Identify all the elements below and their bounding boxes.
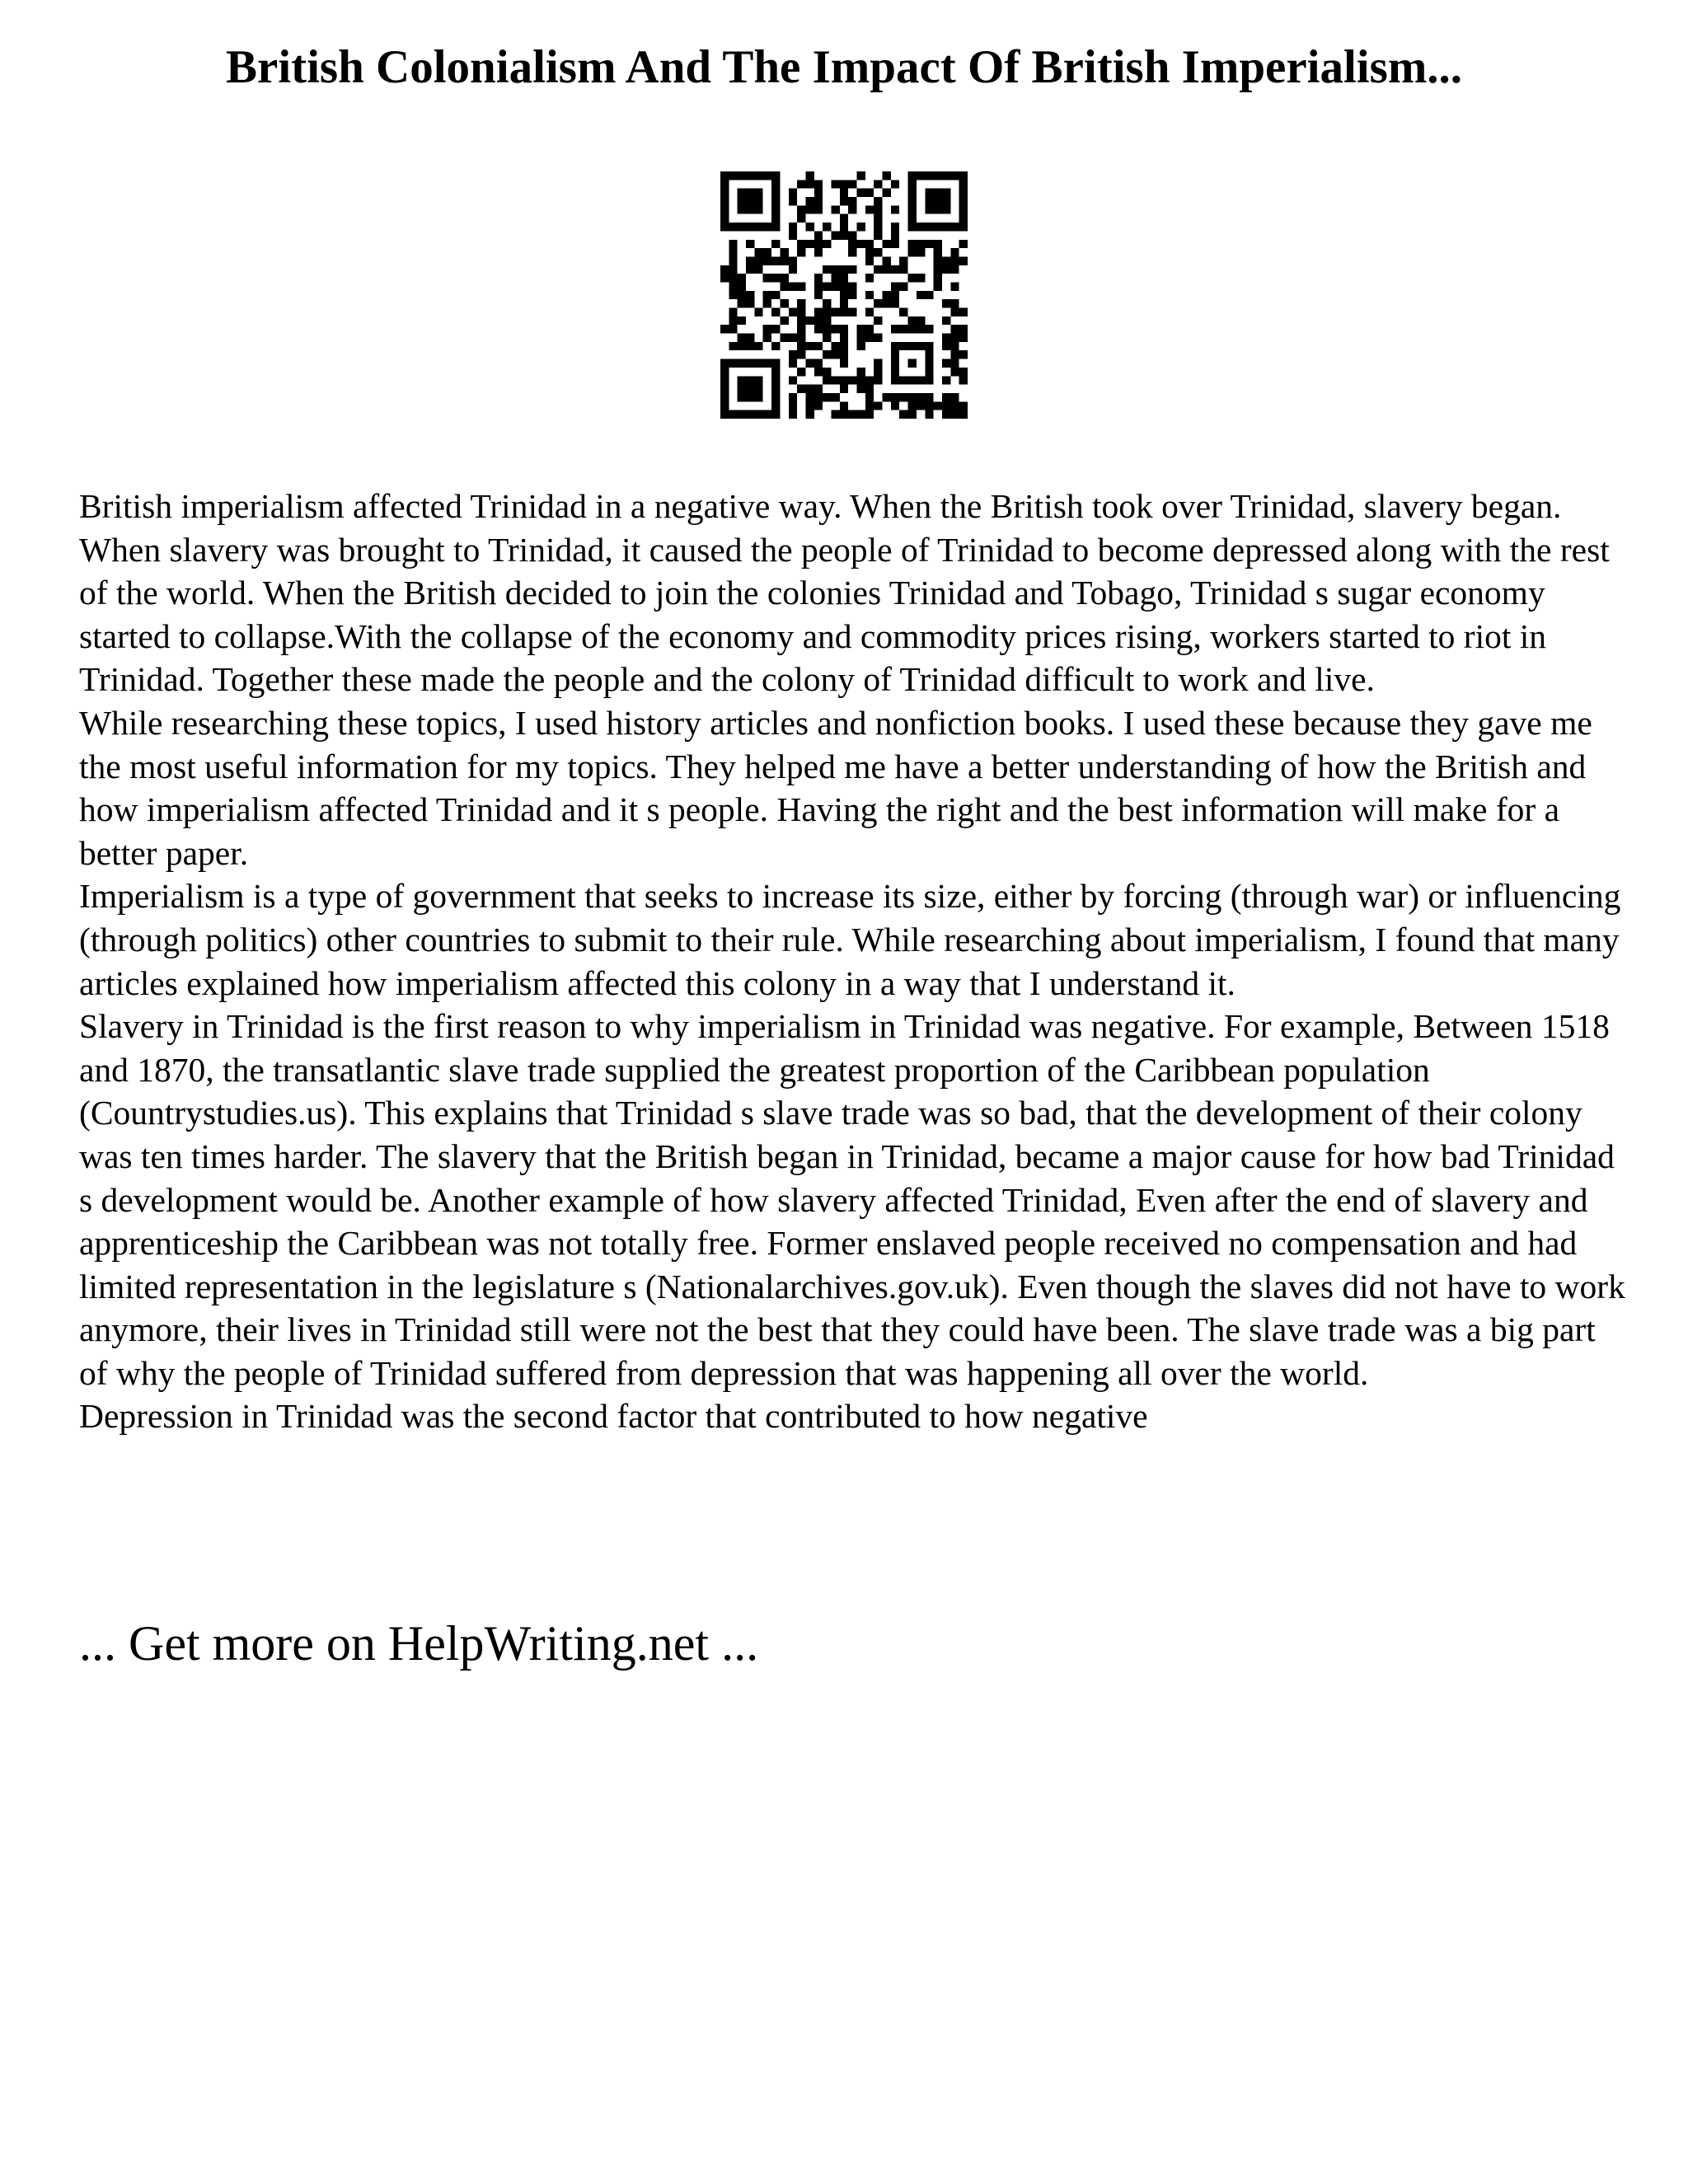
paragraph-intro: British imperialism affected Trinidad in a negative way. When the British took over Trinidad, slavery began. When slavery was brought to Trinidad, it caused the people of Trinidad to become depressed along with the rest of the world. When the British decided to join the colonies Trinidad and Tobago, Trinidad s sugar economy started to collapse.With the collapse of the economy and commodity prices rising, workers started to riot in Trinidad. Together these made the people and the colony of Trinidad difficult to work and live. [79,487,1610,699]
helpwriting-link[interactable]: ... Get more on HelpWriting.net ... [79,1616,759,1671]
paragraph-slavery: Slavery in Trinidad is the first reason to why imperialism in Trinidad was negative. For example, Between 1518 and 1870, the transatlantic slave trade supplied the greatest proportion of the Caribbean population (Countrystudies.us). This explains that Trinidad s slave trade was so bad, that the development of their colony was ten times harder. The slavery that the British began in Trinidad, became a major cause for how bad Trinidad s development would be. Another example of how slavery affected Trinidad, Even after the end of slavery and apprenticeship the Caribbean was not totally free. Former enslaved people received no compensation and had limited representation in the legislature s (Nationalarchives.gov.uk). Even though the slaves did not have to work anymore, their lives in Trinidad still were not the best that they could have been. The slave trade was a big part of why the people of Trinidad suffered from depression that was happening all over the world. [79,1007,1625,1392]
paragraph-depression: Depression in Trinidad was the second factor that contributed to how negative [79,1397,1148,1436]
paragraph-definition: Imperialism is a type of government that seeks to increase its size, either by forcing (through war) or influencing (through politics) other countries to submit to their rule. While researching about imperialism, I found that many articles explained how imperialism affected this colony in a way that I understand it. [79,877,1621,1002]
qr-code-icon [720,171,968,419]
paragraph-research: While researching these topics, I used history articles and nonfiction books. I used these because they gave me the most useful information for my topics. They helped me have a better understanding of how the British and how imperialism affected Trinidad and it s people. Having the right and the best information will make for a better paper. [79,703,1592,872]
document-title: British Colonialism And The Impact Of British Imperialism... [225,41,1463,93]
body-text [79,485,1629,1438]
